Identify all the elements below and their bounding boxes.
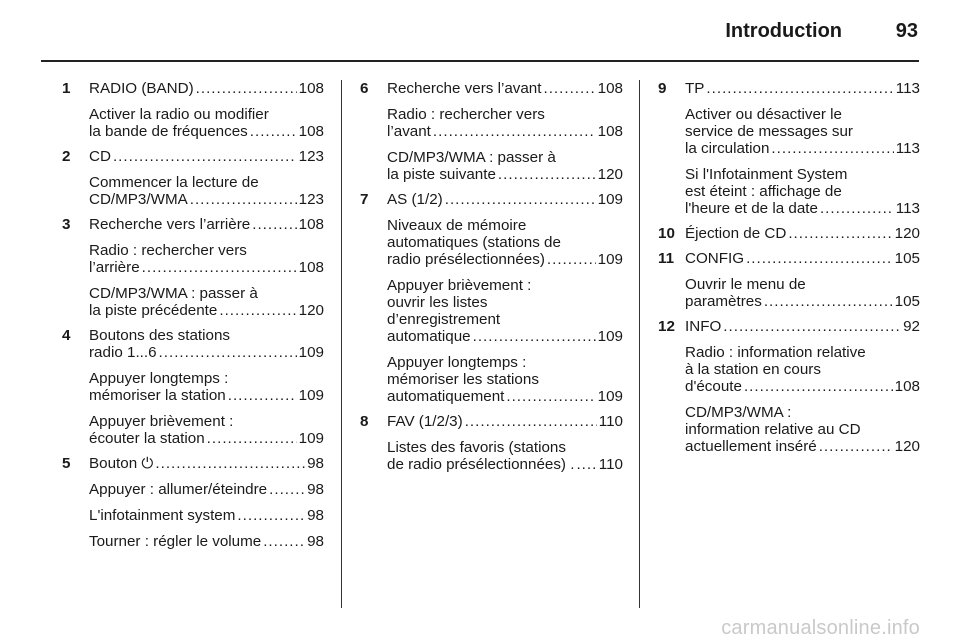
entry-line <box>89 285 324 302</box>
entry-line <box>387 149 623 166</box>
page-number: 93 <box>895 20 918 42</box>
entry-text: Commencer la lecture de <box>89 174 259 191</box>
watermark: carmanualsonline.info <box>721 617 920 639</box>
page-reference: 109 <box>298 387 324 404</box>
entry-text: Appuyer longtemps : <box>89 370 229 387</box>
page-reference: 120 <box>298 302 324 319</box>
entry-line <box>685 318 920 335</box>
entry-number: 8 <box>360 413 369 430</box>
entry-heading <box>685 225 920 242</box>
entry-heading <box>89 148 324 165</box>
index-entry <box>360 80 623 183</box>
page-title: Introduction <box>725 20 842 42</box>
entry-subitem <box>685 344 920 395</box>
entry-text: l'heure et de la date <box>685 200 818 217</box>
entry-line <box>89 216 324 233</box>
entry-line <box>387 328 623 345</box>
entry-text: Boutons des stations <box>89 327 230 344</box>
dot-leader <box>543 80 595 97</box>
index-entry <box>658 318 920 455</box>
entry-line <box>387 371 623 388</box>
entry-text: FAV (1/2/3) <box>387 413 463 430</box>
entry-line <box>387 413 623 430</box>
index-entry <box>360 413 623 473</box>
dot-leader <box>445 191 596 208</box>
entry-text: Radio : rechercher vers <box>89 242 247 259</box>
entry-subitem <box>89 413 324 447</box>
index-entry <box>62 327 324 447</box>
entry-subitem <box>89 242 324 276</box>
index-entry <box>62 80 324 140</box>
page-reference: 113 <box>895 140 920 157</box>
dot-leader <box>473 328 596 345</box>
index-column-3 <box>658 80 920 455</box>
entry-subitem <box>387 354 623 405</box>
entry-heading <box>89 216 324 233</box>
entry-text: d’enregistrement <box>387 311 501 328</box>
entry-text: Radio : information relative <box>685 344 866 361</box>
page-reference: 109 <box>597 388 623 405</box>
entry-text: l’arrière <box>89 259 140 276</box>
dot-leader <box>219 302 296 319</box>
dot-leader <box>237 507 305 524</box>
page-reference: 98 <box>307 455 324 472</box>
page-reference: 113 <box>895 200 920 217</box>
entry-subitem <box>685 166 920 217</box>
entry-text: Si l'Infotainment System <box>685 166 848 183</box>
entry-text: CD/MP3/WMA : passer à <box>89 285 258 302</box>
entry-text: Recherche vers l’arrière <box>89 216 251 233</box>
entry-text: mémoriser les stations <box>387 371 539 388</box>
entry-text: la piste suivante <box>387 166 496 183</box>
dot-leader <box>771 140 893 157</box>
entry-line <box>89 259 324 276</box>
entry-line <box>387 456 623 473</box>
entry-text: Recherche vers l’avant <box>387 80 542 97</box>
dot-leader <box>498 166 596 183</box>
entry-text: radio 1...6 <box>89 344 157 361</box>
page-reference: 120 <box>894 438 920 455</box>
entry-line <box>89 242 324 259</box>
entry-text: Ouvrir le menu de <box>685 276 806 293</box>
dot-leader <box>269 481 305 498</box>
entry-text: de radio présélectionnées) . <box>387 456 575 473</box>
entry-subitem <box>387 106 623 140</box>
entry-subitem <box>387 439 623 473</box>
column-divider <box>341 80 342 608</box>
entry-heading <box>685 318 920 335</box>
entry-line <box>387 251 623 268</box>
page-reference: 109 <box>597 251 623 268</box>
entry-heading <box>89 455 324 472</box>
page-reference: 105 <box>894 250 920 267</box>
dot-leader <box>207 430 297 447</box>
entry-text: Appuyer longtemps : <box>387 354 527 371</box>
dot-leader <box>228 387 297 404</box>
entry-line <box>387 106 623 123</box>
entry-line <box>685 106 920 123</box>
index-column-1 <box>62 80 324 550</box>
entry-number: 10 <box>658 225 675 242</box>
entry-line <box>89 430 324 447</box>
page-reference: 98 <box>307 507 324 524</box>
entry-line <box>685 140 920 157</box>
entry-number: 12 <box>658 318 675 335</box>
entry-line <box>685 404 920 421</box>
entry-text: AS (1/2) <box>387 191 443 208</box>
dot-leader <box>764 293 893 310</box>
dot-leader <box>159 344 297 361</box>
entry-text: actuellement inséré <box>685 438 817 455</box>
entry-line <box>89 148 324 165</box>
index-entry <box>658 250 920 310</box>
dot-leader <box>819 438 893 455</box>
entry-text: CONFIG <box>685 250 745 267</box>
page-reference: 105 <box>894 293 920 310</box>
dot-leader <box>252 216 296 233</box>
page-reference: 109 <box>597 328 623 345</box>
entry-number: 7 <box>360 191 369 208</box>
entry-heading <box>89 327 324 361</box>
entry-line <box>387 277 623 294</box>
entry-heading <box>387 80 623 97</box>
entry-line <box>89 413 324 430</box>
header-rule <box>41 60 919 62</box>
entry-line <box>89 123 324 140</box>
entry-text: Appuyer : allumer/éteindre <box>89 481 268 498</box>
dot-leader <box>506 388 595 405</box>
index-entry <box>360 191 623 405</box>
entry-heading <box>387 413 623 430</box>
entry-text: CD/MP3/WMA : passer à <box>387 149 556 166</box>
entry-number: 4 <box>62 327 71 344</box>
dot-leader <box>250 123 297 140</box>
dot-leader <box>263 533 305 550</box>
entry-line <box>685 80 920 97</box>
entry-text: Activer ou désactiver le <box>685 106 843 123</box>
entry-text: Niveaux de mémoire <box>387 217 527 234</box>
entry-text: ouvrir les listes <box>387 294 488 311</box>
entry-subitem <box>685 404 920 455</box>
entry-heading <box>685 250 920 267</box>
entry-line <box>387 311 623 328</box>
entry-text: RADIO (BAND) <box>89 80 194 97</box>
entry-line <box>89 174 324 191</box>
entry-number: 1 <box>62 80 71 97</box>
entry-text: la piste précédente <box>89 302 218 319</box>
entry-text: information relative au CD <box>685 421 861 438</box>
entry-line <box>685 166 920 183</box>
page-reference: 109 <box>298 430 324 447</box>
entry-text: d'écoute <box>685 378 742 395</box>
entry-line <box>685 225 920 242</box>
entry-line <box>685 344 920 361</box>
entry-line <box>387 191 623 208</box>
page-reference: 108 <box>298 123 324 140</box>
entry-line <box>387 234 623 251</box>
entry-line <box>387 294 623 311</box>
entry-subitem <box>89 370 324 404</box>
entry-line <box>685 361 920 378</box>
entry-subitem <box>89 106 324 140</box>
entry-heading <box>387 191 623 208</box>
entry-line <box>685 421 920 438</box>
dot-leader <box>433 123 596 140</box>
entry-subitem <box>89 507 324 524</box>
page-reference: 110 <box>598 413 623 430</box>
entry-number: 3 <box>62 216 71 233</box>
entry-number: 6 <box>360 80 369 97</box>
entry-text: l’avant <box>387 123 431 140</box>
entry-line <box>685 438 920 455</box>
entry-text: écouter la station <box>89 430 205 447</box>
entry-line <box>89 533 324 550</box>
entry-number: 2 <box>62 148 71 165</box>
entry-text: CD/MP3/WMA <box>89 191 188 208</box>
entry-text: paramètres <box>685 293 762 310</box>
entry-text: mémoriser la station <box>89 387 226 404</box>
entry-line <box>89 387 324 404</box>
entry-line <box>685 293 920 310</box>
entry-text: à la station en cours <box>685 361 821 378</box>
entry-heading <box>89 80 324 97</box>
entry-subitem <box>387 277 623 345</box>
dot-leader <box>155 455 305 472</box>
dot-leader <box>113 148 297 165</box>
entry-text: Appuyer brièvement : <box>89 413 234 430</box>
index-entry <box>62 148 324 208</box>
entry-line <box>387 80 623 97</box>
entry-subitem <box>387 217 623 268</box>
entry-text: automatiques (stations de <box>387 234 561 251</box>
dot-leader <box>576 456 596 473</box>
entry-subitem <box>89 174 324 208</box>
entry-line <box>89 344 324 361</box>
page-reference: 108 <box>298 80 324 97</box>
entry-subitem <box>89 285 324 319</box>
entry-line <box>387 123 623 140</box>
page-reference: 92 <box>903 318 920 335</box>
index-entry <box>658 80 920 217</box>
entry-text: L'infotainment system <box>89 507 236 524</box>
page-reference: 109 <box>298 344 324 361</box>
entry-line <box>89 191 324 208</box>
entry-subitem <box>89 533 324 550</box>
page-reference: 113 <box>895 80 920 97</box>
entry-heading <box>685 80 920 97</box>
page-reference: 108 <box>597 123 623 140</box>
dot-leader <box>190 191 297 208</box>
page-reference: 108 <box>298 216 324 233</box>
entry-subitem <box>685 276 920 310</box>
entry-line <box>89 302 324 319</box>
entry-line <box>387 439 623 456</box>
page-reference: 120 <box>894 225 920 242</box>
entry-line <box>89 507 324 524</box>
page-reference: 123 <box>298 148 324 165</box>
entry-text: Tourner : régler le volume <box>89 533 262 550</box>
entry-line <box>387 388 623 405</box>
dot-leader <box>142 259 297 276</box>
entry-line <box>89 327 324 344</box>
entry-subitem <box>387 149 623 183</box>
page-header <box>40 20 920 42</box>
entry-text: Activer la radio ou modifier <box>89 106 269 123</box>
index-entry <box>62 455 324 550</box>
dot-leader <box>706 80 893 97</box>
entry-text: la bande de fréquences <box>89 123 248 140</box>
entry-line <box>685 123 920 140</box>
entry-text: Radio : rechercher vers <box>387 106 545 123</box>
page-reference: 123 <box>298 191 324 208</box>
dot-leader <box>723 318 901 335</box>
index-entry <box>62 216 324 319</box>
entry-subitem <box>685 106 920 157</box>
entry-number: 9 <box>658 80 667 97</box>
entry-line <box>89 370 324 387</box>
page-reference: 108 <box>298 259 324 276</box>
entry-text: Listes des favoris (stations <box>387 439 566 456</box>
entry-text: Bouton ⏻ <box>89 455 154 472</box>
entry-text: automatiquement <box>387 388 505 405</box>
entry-line <box>387 354 623 371</box>
page-reference: 108 <box>894 378 920 395</box>
dot-leader <box>746 250 893 267</box>
entry-text: service de messages sur <box>685 123 853 140</box>
entry-line <box>685 200 920 217</box>
dot-leader <box>196 80 297 97</box>
entry-text: Éjection de CD <box>685 225 787 242</box>
page-reference: 98 <box>307 533 324 550</box>
page-reference: 109 <box>597 191 623 208</box>
dot-leader <box>744 378 893 395</box>
entry-line <box>685 276 920 293</box>
entry-subitem <box>89 481 324 498</box>
dot-leader <box>820 200 894 217</box>
page-reference: 120 <box>597 166 623 183</box>
entry-line <box>685 183 920 200</box>
entry-text: CD/MP3/WMA : <box>685 404 792 421</box>
page-reference: 110 <box>598 456 623 473</box>
dot-leader <box>788 225 892 242</box>
entry-text: INFO <box>685 318 722 335</box>
entry-line <box>387 217 623 234</box>
entry-text: CD <box>89 148 111 165</box>
dot-leader <box>547 251 596 268</box>
page-reference: 108 <box>597 80 623 97</box>
entry-number: 5 <box>62 455 71 472</box>
entry-line <box>685 378 920 395</box>
entry-text: est éteint : affichage de <box>685 183 842 200</box>
entry-number: 11 <box>658 250 675 267</box>
entry-line <box>89 481 324 498</box>
entry-line <box>89 80 324 97</box>
entry-text: automatique <box>387 328 471 345</box>
page-reference: 98 <box>307 481 324 498</box>
dot-leader <box>465 413 597 430</box>
index-entry <box>658 225 920 242</box>
entry-line <box>89 106 324 123</box>
entry-text: TP <box>685 80 705 97</box>
column-divider <box>639 80 640 608</box>
entry-line <box>387 166 623 183</box>
entry-text: la circulation <box>685 140 770 157</box>
entry-text: Appuyer brièvement : <box>387 277 532 294</box>
entry-text: radio présélectionnées) <box>387 251 545 268</box>
entry-line <box>685 250 920 267</box>
index-column-2 <box>360 80 623 473</box>
entry-line <box>89 455 324 472</box>
